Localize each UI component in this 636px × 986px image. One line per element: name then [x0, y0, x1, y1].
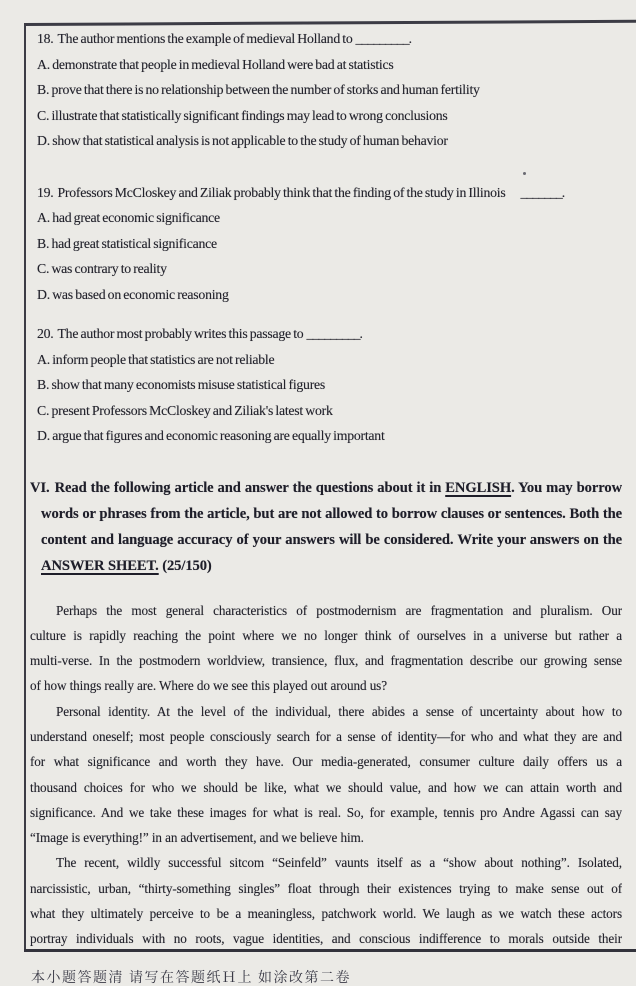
passage-line: Perhaps the most general characteristics of postmodernism are fragmentation and pluralism. Our [56, 602, 622, 618]
question-20 [30, 321, 622, 449]
question-20-text: The author most probably writes this passage to [57, 326, 304, 341]
question-18-blank: _________. [355, 31, 412, 46]
scan-border-top [24, 20, 636, 26]
passage-paragraph-3 [30, 850, 622, 951]
passage-line: understand oneself; most people consciously search for a sense of identity—for who and what they are and [30, 728, 622, 744]
question-19-blank: _______. [520, 184, 565, 200]
question-18-option-d: D. show that statistical analysis is not applicable to the study of human behavior [37, 133, 448, 148]
passage-line: thousand choices for who we should be like, what we should value, and how we can attain worth and [30, 779, 622, 795]
question-20-option-a: A. inform people that statistics are not reliable [37, 351, 275, 367]
section-vi-number: VI. [30, 479, 50, 496]
question-19-stem [37, 180, 622, 206]
question-20-number: 20. [37, 326, 54, 341]
question-20-option-d: D. argue that figures and economic reasoning are equally important [37, 428, 385, 443]
instruction-text-segment: Read the following article and answer the questions about it in [54, 479, 446, 496]
question-19-option-b: B. had great statistical significance [37, 235, 217, 251]
scan-border-left [24, 23, 26, 951]
underlined-term: ANSWER SHEET. [41, 558, 159, 575]
passage-line: of how things really are. Where do we see this played out around us? [30, 678, 387, 694]
passage-line: culture is rapidly reaching the point where we no longer think of ourselves in a universe but rather a [30, 627, 622, 643]
passage-line: The recent, wildly successful sitcom “Seinfeld” vaunts itself as a “show about nothing”. Isolated, [56, 855, 622, 871]
passage-line: Personal identity. At the level of the individual, there abides a sense of uncertainty about how to [56, 703, 622, 719]
clipped-footer-note: 本小题答题清 请写在答题纸Ｈ上 如涂改第二卷 [31, 971, 351, 986]
passage-line: significance. And we take these images for what is real. So, for example, tennis pro Andre Agassi can say [30, 804, 622, 820]
question-18-option-a: A. demonstrate that people in medieval Holland were bad at statistics [37, 56, 394, 72]
question-18-option-b: B. prove that there is no relationship between the number of storks and human fertility [37, 82, 480, 97]
question-20-blank: _________. [306, 326, 363, 341]
underlined-term: ENGLISH [445, 479, 512, 496]
question-20-option-c: C. present Professors McCloskey and Ziliak's latest work [37, 402, 333, 418]
passage-line: for what significance and worth they have. Our media-generated, consumer culture daily offers us a [30, 754, 622, 770]
passage-line: narcissistic, urban, “thirty-something singles” float through their existences trying to make sense out of [30, 880, 622, 896]
question-18-option-c: C. illustrate that statistically significant findings may lead to wrong conclusions [37, 107, 448, 123]
page-content [30, 26, 622, 954]
passage-line: portray individuals with no roots, vague identities, and conscious indifference to morals outside their [30, 931, 622, 947]
passage-paragraph-2 [30, 699, 622, 851]
section-vi-instructions-text [41, 480, 622, 575]
question-18 [30, 26, 622, 154]
reading-passage [30, 598, 622, 954]
question-20-stem [37, 321, 622, 347]
instruction-text-segment: (25/150) [158, 558, 212, 575]
question-19 [30, 180, 622, 308]
question-20-option-b: B. show that many economists misuse statistical figures [37, 377, 326, 392]
passage-line: multi-verse. In the postmodern worldview, transience, flux, and fragmentation describe our growing sense [30, 653, 622, 669]
section-vi-instructions [30, 475, 622, 581]
question-19-option-c: C. was contrary to reality [37, 261, 167, 276]
instruction-text-segment: . You may borrow words or phrases from the article, but are not allowed to borrow clauses or sentences. Both the content and language accuracy of your answers will be considered. Write your answers on the [41, 479, 622, 549]
question-18-text: The author mentions the example of medieval Holland to [57, 31, 353, 46]
question-19-text: Professors McCloskey and Ziliak probably think that the finding of the study in Illinois [57, 184, 506, 200]
passage-line: “Image is everything!” in an advertisement, and we believe him. [30, 830, 364, 846]
question-19-option-a: A. had great economic significance [37, 210, 220, 225]
question-18-stem [37, 26, 622, 52]
passage-paragraph-1 [30, 598, 622, 699]
question-19-option-d: D. was based on economic reasoning [37, 286, 229, 302]
question-18-number: 18. [37, 31, 54, 46]
passage-line: what they ultimately perceive to be a meaningless, patchwork world. We laugh as we watch these actors [30, 906, 622, 922]
question-19-number: 19. [37, 184, 54, 200]
